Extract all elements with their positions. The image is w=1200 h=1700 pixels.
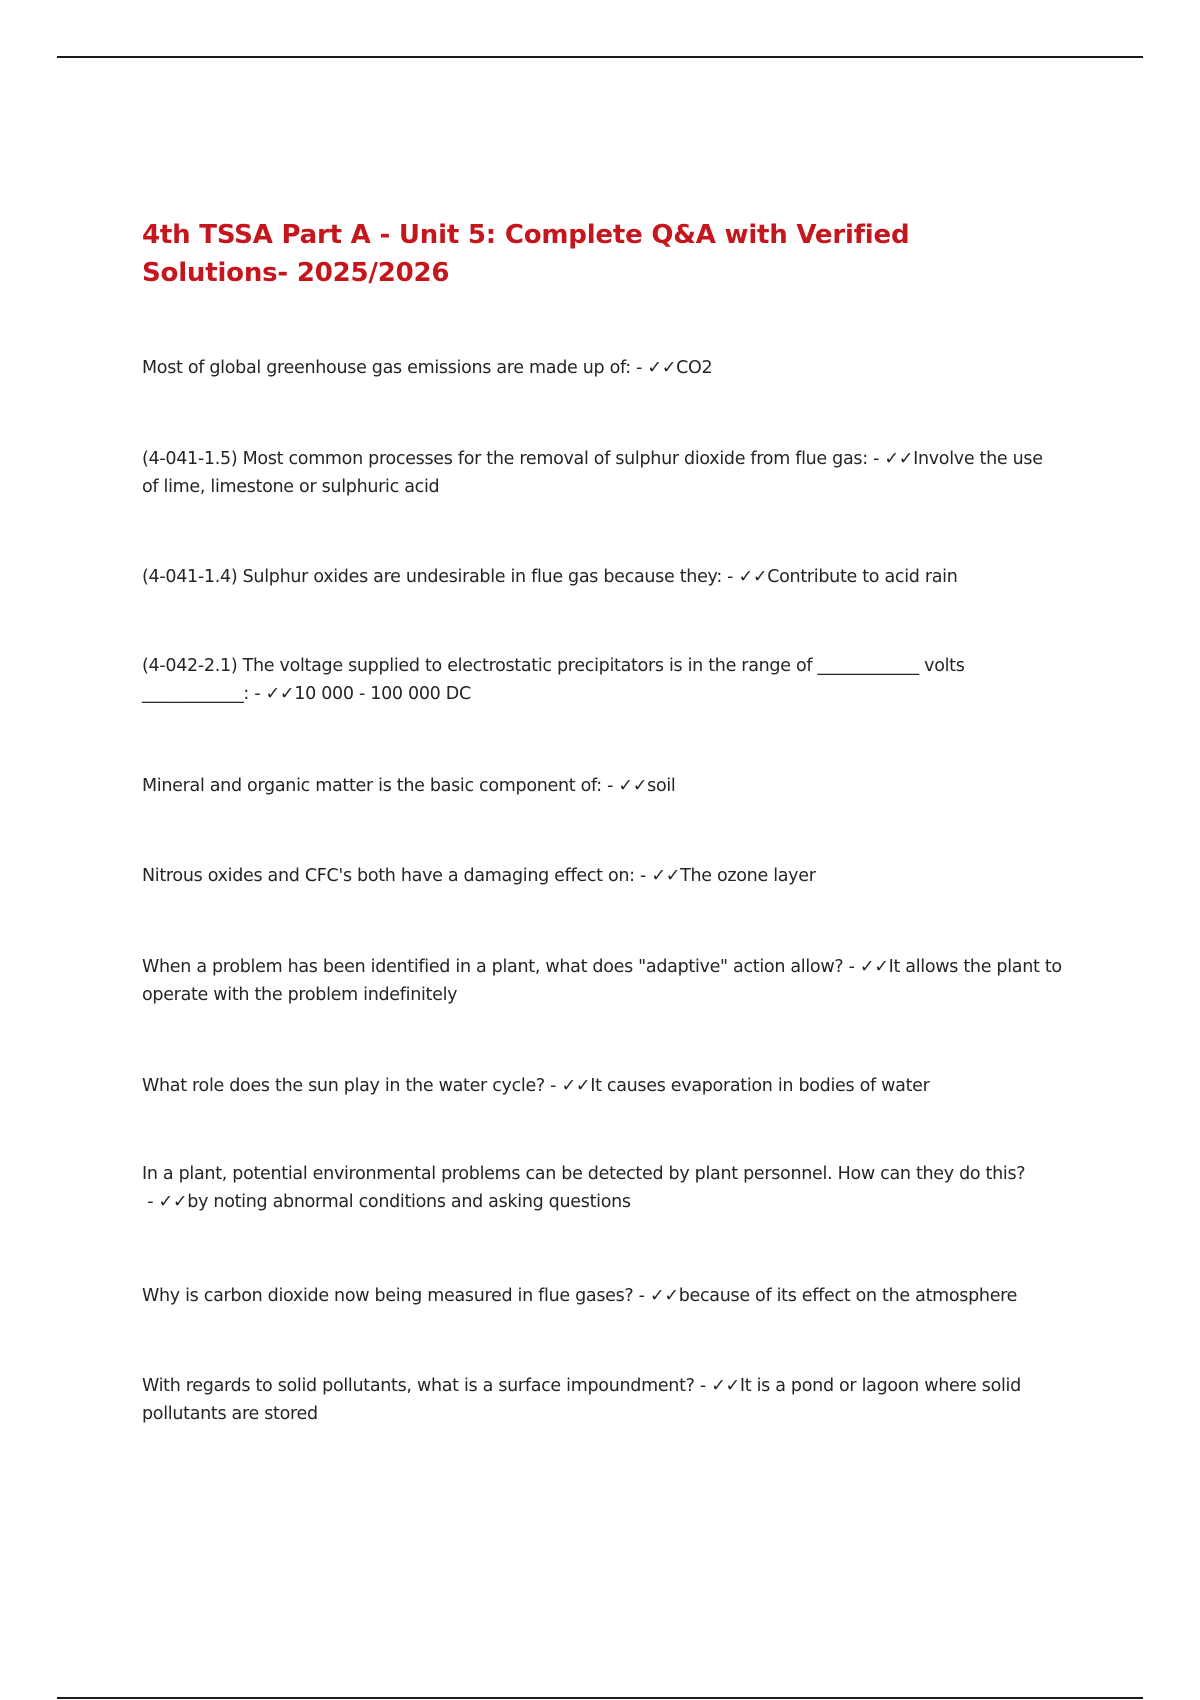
qa-item-1 — [142, 354, 1062, 382]
answer-text: 10 000 - 100 000 DC — [294, 684, 471, 704]
answer-text: The ozone layer — [680, 866, 816, 886]
checkmark-icon: ✓✓ — [859, 957, 889, 977]
question-text: Nitrous oxides and CFC's both have a damaging effect on: — [142, 866, 635, 886]
checkmark-icon: ✓✓ — [651, 866, 681, 886]
answer-text: because of its effect on the atmosphere — [678, 1286, 1018, 1306]
qa-separator: - — [721, 567, 739, 587]
qa-item-6 — [142, 862, 1062, 890]
footer-rule — [57, 1697, 1143, 1699]
answer-text: soil — [647, 776, 676, 796]
answer-text: It allows the plant to operate with the problem indefinitely — [142, 957, 1062, 1005]
qa-item-9 — [142, 1160, 1062, 1216]
document-title: 4th TSSA Part A - Unit 5: Complete Q&A with Verified Solutions- 2025/2026 — [142, 220, 910, 288]
qa-separator: - — [867, 449, 885, 469]
checkmark-icon: ✓✓ — [265, 684, 295, 704]
question-text: Most of global greenhouse gas emissions are made up of: — [142, 358, 631, 378]
qa-separator: - — [142, 1192, 159, 1212]
question-text: Why is carbon dioxide now being measured in flue gases? — [142, 1286, 634, 1306]
question-text: Mineral and organic matter is the basic component of: — [142, 776, 602, 796]
question-text: (4-041-1.4) Sulphur oxides are undesirable in flue gas because they: — [142, 567, 722, 587]
checkmark-icon: ✓✓ — [649, 1286, 679, 1306]
qa-item-7 — [142, 953, 1062, 1009]
question-text: What role does the sun play in the water cycle? — [142, 1076, 545, 1096]
qa-item-2 — [142, 445, 1062, 501]
qa-separator: - — [601, 776, 619, 796]
answer-text: It is a pond or lagoon where solid pollutants are stored — [142, 1376, 1021, 1424]
checkmark-icon: ✓✓ — [618, 776, 648, 796]
answer-text: CO2 — [676, 358, 713, 378]
qa-separator: - — [633, 1286, 650, 1306]
checkmark-icon: ✓✓ — [158, 1192, 188, 1212]
qa-item-11 — [142, 1372, 1062, 1428]
checkmark-icon: ✓✓ — [647, 358, 677, 378]
qa-separator: - — [630, 358, 648, 378]
qa-separator: - — [249, 684, 266, 704]
answer-text: It causes evaporation in bodies of water — [590, 1076, 930, 1096]
question-text: When a problem has been identified in a plant, what does "adaptive" action allow? — [142, 957, 844, 977]
qa-separator: - — [634, 866, 652, 886]
checkmark-icon: ✓✓ — [738, 567, 768, 587]
checkmark-icon: ✓✓ — [711, 1376, 740, 1396]
qa-separator: - — [544, 1076, 562, 1096]
question-text: (4-041-1.5) Most common processes for the removal of sulphur dioxide from flue gas: — [142, 449, 868, 469]
qa-separator: - — [843, 957, 860, 977]
qa-item-3 — [142, 563, 1062, 591]
qa-item-5 — [142, 772, 1062, 800]
question-text: In a plant, potential environmental problems can be detected by plant personnel. How can they do this? — [142, 1164, 1026, 1184]
answer-text: Contribute to acid rain — [767, 567, 958, 587]
checkmark-icon: ✓✓ — [561, 1076, 591, 1096]
question-text: (4-042-2.1) The voltage supplied to electrostatic precipitators is in the range of ____________ volts ____________: — [142, 656, 965, 704]
qa-item-8 — [142, 1072, 1062, 1100]
answer-text: Involve the use of lime, limestone or sulphuric acid — [142, 449, 1043, 497]
qa-item-10 — [142, 1282, 1062, 1310]
qa-separator: - — [694, 1376, 712, 1396]
question-text: With regards to solid pollutants, what is a surface impoundment? — [142, 1376, 695, 1396]
checkmark-icon: ✓✓ — [884, 449, 914, 469]
qa-item-4 — [142, 652, 1062, 708]
answer-text: by noting abnormal conditions and asking questions — [187, 1192, 631, 1212]
header-rule — [57, 56, 1143, 58]
